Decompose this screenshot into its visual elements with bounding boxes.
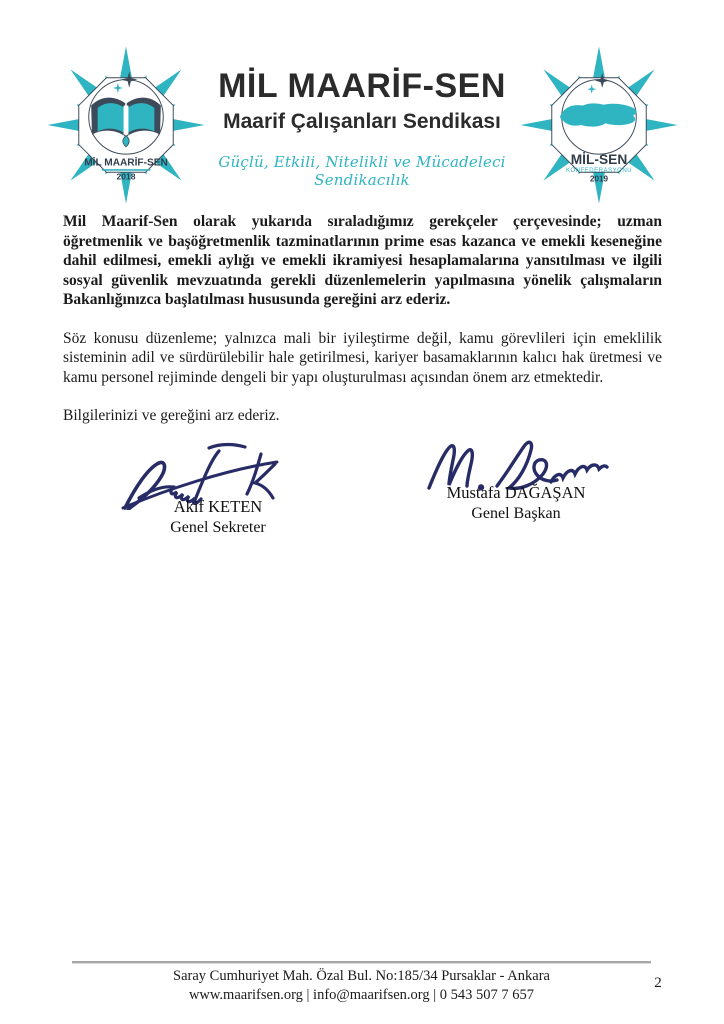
org-title: MİL MAARİF-SEN [218,67,506,105]
signatory-title: Genel Sekreter [170,519,266,536]
signature-block-secretary [113,438,323,539]
page-number: 2 [654,975,662,991]
logo-name-label: MİL-SEN [570,151,628,167]
org-subtitle: Maarif Çalışanları Sendikası [223,110,501,133]
logo-year-label: 2019 [589,174,609,184]
union-logo-icon [45,44,207,206]
logo-year-label: 2018 [116,171,136,182]
org-tagline: Güçlü, Etkili, Nitelikli ve Mücadeleci Sendikacılık [218,153,506,189]
turkey-map-icon [560,103,636,126]
signatory-name: Akif KETEN [173,497,263,516]
signatory-title: Genel Başkan [471,505,561,522]
logo-name-label: MİL MAARİF-SEN [84,157,168,169]
paragraph-rationale: Söz konusu düzenleme; yalnızca mali bir iyileştirme değil, kamu görevlileri için emeklilik sisteminin adil ve sürdürülebilir hale getirilmesi, kariyer basamaklarının kalıcı hak üretmesi ve kamu personel rejiminde dengeli bir yapı oluşturulması açısından önem arz etmektedir. [63,329,662,386]
footer-address: Saray Cumhuriyet Mah. Özal Bul. No:185/34 Pursaklar - Ankara [173,968,550,984]
signature-block-president [411,438,621,525]
paragraph-request: Mil Maarif-Sen olarak yukarıda sıraladığımız gerekçeler çerçevesinde; uzman öğretmenlik ve başöğretmenlik tazminatlarının prime esas kazanca ve emekli keseneğine dahil edilmesi, emekli aylığı ve emekli ikramiyesi hesaplamalarına yansıtılması ve ilgili sosyal güvenlik mevzuatında gerekli düzenlemelerin yapılmasına yönelik çalışmaların Bakanlığınızca başlatılması hususunda gereğini arz ederiz. [63,213,662,308]
footer-divider [72,961,651,964]
signatory-name: Mustafa DAĞAŞAN [446,483,586,502]
logo-subtitle-label: KONFEDERASYONU [565,167,633,174]
letter-body [63,212,662,445]
footer [72,967,651,1005]
footer-contact: www.maarifsen.org | info@maarifsen.org | 0 543 507 7 657 [188,987,535,1003]
paragraph-closing: Bilgilerinizi ve gereğini arz ederiz. [63,407,280,424]
confederation-logo-icon [518,44,680,206]
letterhead [197,68,527,189]
